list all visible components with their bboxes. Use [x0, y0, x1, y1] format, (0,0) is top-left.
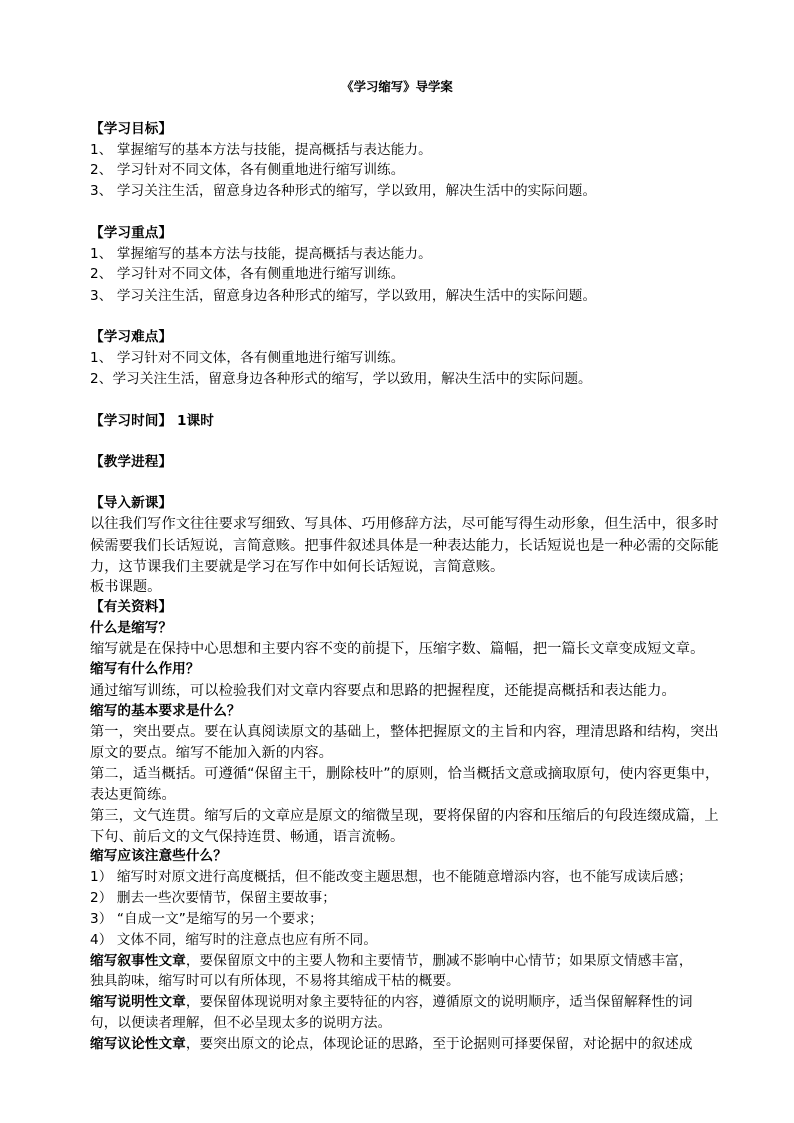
- focus-heading: 【学习重点】: [90, 225, 173, 241]
- question-heading: 什么是缩写？: [90, 620, 173, 636]
- expository-text: ，要保留体现说明对象主要特征的内容，遵循原文的说明顺序，适当保留解释性的词: [185, 994, 693, 1010]
- materials-heading: 【有关资料】: [90, 599, 173, 615]
- expository-label: 缩写说明性文章: [90, 994, 186, 1010]
- objectives-heading: 【学习目标】: [90, 121, 173, 137]
- argumentative-paragraph: [90, 1034, 693, 1054]
- intro-line: 板书课题。: [90, 579, 162, 595]
- argumentative-label: 缩写议论性文章: [90, 1036, 186, 1052]
- difficulty-item: 2、学习关注生活，留意身边各种形式的缩写，学以致用，解决生活中的实际问题。: [90, 371, 592, 387]
- note-item: 1） 缩写时对原文进行高度概括，但不能改变主题思想，也不能随意增添内容，也不能写成读后感；: [90, 869, 692, 885]
- intro-line: 候需要我们长话短说，言简意赅。把事件叙述具体是一种表达能力，长话短说也是一种必需的交际能: [90, 538, 719, 554]
- difficulty-heading: 【学习难点】: [90, 329, 173, 345]
- question-heading: 缩写应该注意些什么？: [90, 848, 227, 864]
- requirement-line: 原文的要点。缩写不能加入新的内容。: [90, 745, 333, 761]
- narrative-label: 缩写叙事性文章: [90, 953, 186, 969]
- process-heading: 【教学进程】: [90, 454, 173, 470]
- question-heading: 缩写有什么作用？: [90, 661, 200, 677]
- focus-item: 3、 学习关注生活，留意身边各种形式的缩写，学以致用，解决生活中的实际问题。: [90, 288, 597, 304]
- narrative-paragraph: [90, 951, 693, 971]
- page-title: 《学习缩写》导学案: [341, 79, 453, 94]
- intro-line: 以往我们写作文往往要求写细致、写具体、巧用修辞方法，尽可能写得生动形象，但生活中，很多时: [90, 516, 719, 532]
- expository-paragraph: [90, 992, 693, 1012]
- objective-item: 1、 掌握缩写的基本方法与技能，提高概括与表达能力。: [90, 142, 432, 158]
- requirement-line: 第二，适当概括。可遵循“保留主干，删除枝叶”的原则，恰当概括文意或摘取原句，使内容更集中，: [90, 766, 720, 782]
- difficulty-item: 1、 学习针对不同文体，各有侧重地进行缩写训练。: [90, 350, 405, 366]
- focus-item: 2、 学习针对不同文体，各有侧重地进行缩写训练。: [90, 266, 405, 282]
- focus-item: 1、 掌握缩写的基本方法与技能，提高概括与表达能力。: [90, 246, 432, 262]
- note-item: 4） 文体不同，缩写时的注意点也应有所不同。: [90, 932, 378, 948]
- requirement-line: 第三，文气连贯。缩写后的文章应是原文的缩微呈现，要将保留的内容和压缩后的句段连缀成篇，上: [90, 808, 719, 824]
- question-heading: 缩写的基本要求是什么？: [90, 703, 241, 719]
- requirement-line: 下句、前后文的文气保持连贯、畅通，语言流畅。: [90, 829, 405, 845]
- objective-item: 2、 学习针对不同文体，各有侧重地进行缩写训练。: [90, 162, 405, 178]
- narrative-text: ，要保留原文中的主要人物和主要情节，删减不影响中心情节；如果原文情感丰富，: [185, 953, 693, 969]
- intro-heading: 【导入新课】: [90, 495, 173, 511]
- intro-line: 力，这节课我们主要就是学习在写作中如何长话短说，言简意赅。: [90, 559, 505, 575]
- narrative-text: 独具韵味，缩写时可以有所体现，不易将其缩成干枯的概要。: [90, 973, 460, 989]
- requirement-line: 表达更简练。: [90, 787, 176, 803]
- requirement-line: 第一，突出要点。要在认真阅读原文的基础上，整体把握原文的主旨和内容，理清思路和结构，突出: [90, 724, 719, 740]
- study-time: 【学习时间】 1课时: [90, 413, 214, 429]
- answer-text: 通过缩写训练，可以检验我们对文章内容要点和思路的把握程度，还能提高概括和表达能力。: [90, 683, 676, 699]
- argumentative-text: ，要突出原文的论点，体现论证的思路，至于论据则可择要保留，对论据中的叙述成: [185, 1036, 693, 1052]
- objective-item: 3、 学习关注生活，留意身边各种形式的缩写，学以致用，解决生活中的实际问题。: [90, 183, 597, 199]
- note-item: 2） 删去一些次要情节，保留主要故事；: [90, 890, 336, 906]
- note-item: 3） “自成一文”是缩写的另一个要求；: [90, 911, 323, 927]
- expository-text: 句，以便读者理解，但不必呈现太多的说明方法。: [90, 1015, 392, 1031]
- answer-text: 缩写就是在保持中心思想和主要内容不变的前提下，压缩字数、篇幅，把一篇长文章变成短文章。: [90, 641, 705, 657]
